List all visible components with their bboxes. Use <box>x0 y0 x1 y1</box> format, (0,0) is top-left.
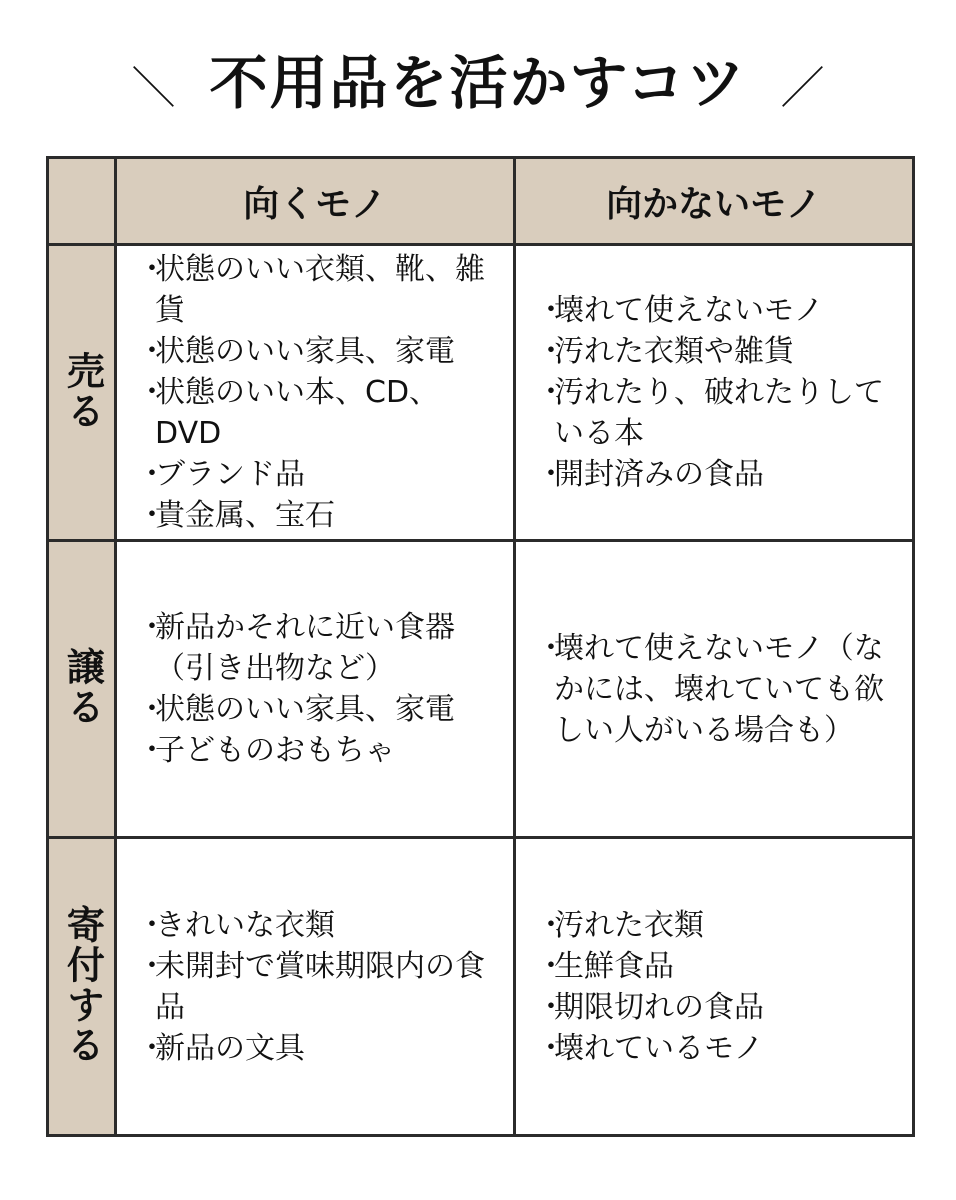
list-give-unsuitable <box>516 628 912 751</box>
table-row-donate <box>48 838 914 1136</box>
table-row-give <box>48 541 914 838</box>
list-give-suitable <box>117 607 513 771</box>
row-header-sell-label: 売る <box>60 350 105 431</box>
column-header-unsuitable-label: 向かないモノ <box>606 183 822 225</box>
list-item: ・ 貴金属、宝石 <box>137 495 495 536</box>
cell-donate-suitable <box>116 838 515 1136</box>
list-item: ・ 新品の文具 <box>137 1028 495 1069</box>
row-header-donate <box>48 838 116 1136</box>
list-item: ・ 状態のいい本、CD、DVD <box>137 372 495 454</box>
list-item: ・ 壊れて使えないモノ <box>536 290 894 331</box>
page-title: 不用品を活かすコツ <box>209 49 747 117</box>
corner-cell <box>48 158 116 245</box>
row-header-donate-label: 寄付する <box>60 904 105 1065</box>
cell-donate-unsuitable <box>515 838 914 1136</box>
list-item: ・ 汚れた衣類や雑貨 <box>536 331 894 372</box>
list-item: ・ 壊れているモノ <box>536 1028 894 1069</box>
list-item: ・ 汚れたり、破れたりしている本 <box>536 372 894 454</box>
title-decoration-right: ／ <box>780 63 825 114</box>
list-item: ・ 状態のいい衣類、靴、雑貨 <box>137 249 495 331</box>
list-sell-suitable <box>117 249 513 536</box>
list-item: ・ 壊れて使えないモノ（なかには、壊れていても欲しい人がいる場合も） <box>536 628 894 751</box>
column-header-suitable-label: 向くモノ <box>243 183 387 225</box>
list-item: ・ きれいな衣類 <box>137 905 495 946</box>
list-donate-unsuitable <box>516 905 912 1069</box>
list-item: ・ ブランド品 <box>137 454 495 495</box>
cell-sell-unsuitable <box>515 245 914 541</box>
row-header-give-label: 譲る <box>60 647 105 727</box>
row-header-give <box>48 541 116 838</box>
list-sell-unsuitable <box>516 290 912 495</box>
list-item: ・ 状態のいい家具、家電 <box>137 331 495 372</box>
column-header-unsuitable <box>515 158 914 245</box>
table-row-sell <box>48 245 914 541</box>
tips-table <box>46 156 915 1137</box>
cell-give-unsuitable <box>515 541 914 838</box>
title-decoration-left: ＼ <box>131 63 176 114</box>
list-item: ・ 状態のいい家具、家電 <box>137 689 495 730</box>
list-item: ・ 汚れた衣類 <box>536 905 894 946</box>
list-item: ・ 期限切れの食品 <box>536 987 894 1028</box>
cell-sell-suitable <box>116 245 515 541</box>
list-donate-suitable <box>117 905 513 1069</box>
list-item: ・ 未開封で賞味期限内の食品 <box>137 946 495 1028</box>
list-item: ・ 新品かそれに近い食器（引き出物など） <box>137 607 495 689</box>
list-item: ・ 生鮮食品 <box>536 946 894 987</box>
list-item: ・ 開封済みの食品 <box>536 454 894 495</box>
cell-give-suitable <box>116 541 515 838</box>
row-header-sell <box>48 245 116 541</box>
column-header-suitable <box>116 158 515 245</box>
title-bar <box>0 38 956 118</box>
header-row <box>48 158 914 245</box>
list-item: ・ 子どものおもちゃ <box>137 730 495 771</box>
